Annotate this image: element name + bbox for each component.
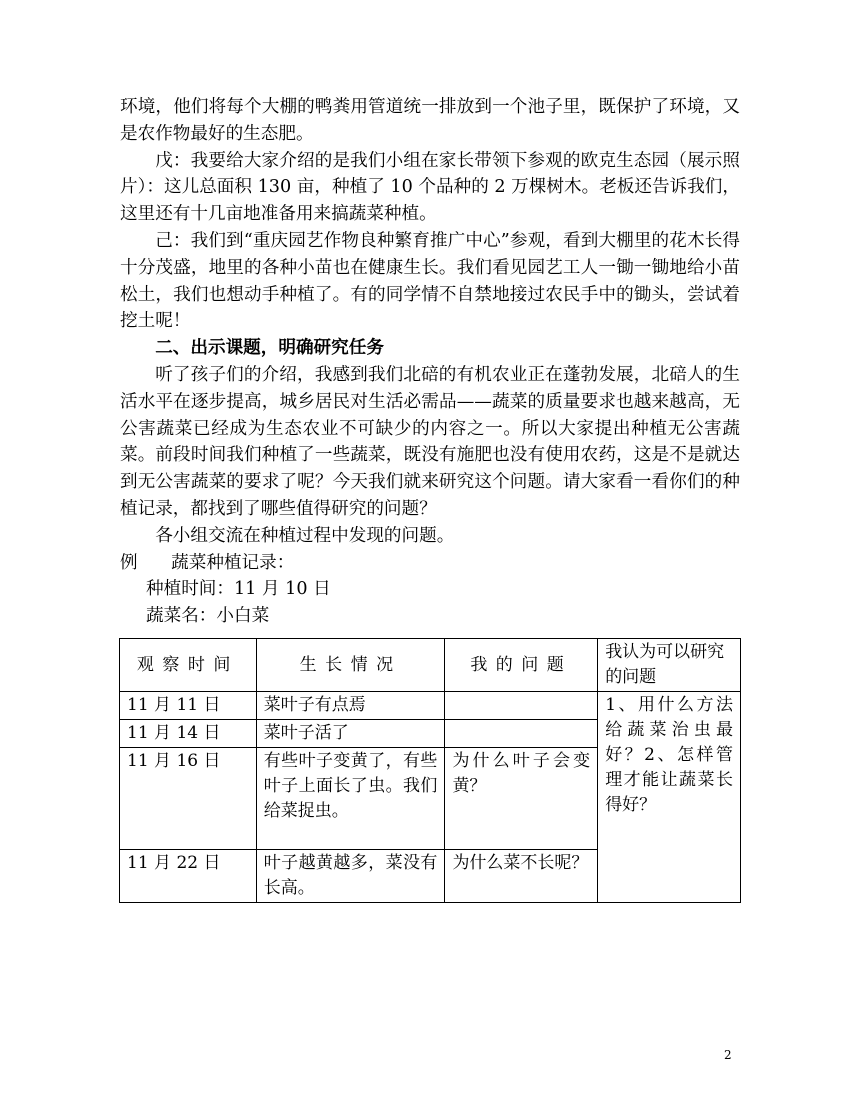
paragraph-intro: 听了孩子们的介绍，我感到我们北碚的有机农业正在蓬勃发展，北碚人的生活水平在逐步提高，城乡居民对生活必需品——蔬菜的质量要求也越来越高，无公害蔬菜已经成为生态农业不可缺少的内容之一。所以大家提出种植无公害蔬菜。前段时间我们种植了一些蔬菜，既没有施肥也没有使用农药，这是不是就达到无公害蔬菜的要求了呢？今天我们就来研究这个问题。请大家看一看你们的种植记录，都找到了哪些值得研究的问题？ [120, 364, 740, 519]
table-header-row [120, 639, 741, 692]
paragraph-ji: 己：我们到“重庆园艺作物良种繁育推广中心”参观，看到大棚里的花木长得十分茂盛，地里的各种小苗也在健康生长。我们看见园艺工人一锄一锄地给小苗松土，我们也想动手种植了。有的同学情不自禁地接过农民手中的锄头，尝试着挖土呢！ [120, 230, 740, 332]
cell-growth: 叶子越黄越多，菜没有长高。 [256, 850, 445, 903]
example-label: 例 [120, 552, 138, 573]
cell-date: 11 月 14 日 [120, 720, 257, 748]
page-number: 2 [724, 1048, 732, 1062]
paragraph-groups: 各小组交流在种植过程中发现的问题。 [155, 525, 455, 546]
header-growth: 生长情况 [256, 639, 445, 692]
cell-growth: 菜叶子活了 [256, 720, 445, 748]
vegetable-name: 蔬菜名：小白菜 [146, 606, 270, 627]
table-row [120, 692, 741, 720]
cell-question [445, 720, 598, 748]
cell-question: 为什么叶子会变黄？ [445, 748, 598, 850]
planting-record-table [119, 638, 741, 903]
cell-question [445, 692, 598, 720]
document-body [120, 94, 740, 630]
paragraph-wu: 戊：我要给大家介绍的是我们小组在家长带领下参观的欧克生态园（展示照片）：这儿总面积 130 亩，种植了 10 个品种的 2 万棵树木。老板还告诉我们，这里还有十几亩地准备用来搞蔬菜种植。 [120, 150, 740, 225]
cell-date: 11 月 16 日 [120, 748, 257, 850]
example-line [120, 550, 740, 577]
cell-date: 11 月 22 日 [120, 850, 257, 903]
header-research-question: 我认为可以研究的问题 [598, 639, 741, 692]
cell-date: 11 月 11 日 [120, 692, 257, 720]
record-title: 蔬菜种植记录： [171, 552, 295, 573]
section-heading: 二、出示课题，明确研究任务 [155, 337, 384, 359]
cell-growth: 有些叶子变黄了，有些叶子上面长了虫。我们给菜捉虫。 [256, 748, 445, 850]
cell-question: 为什么菜不长呢？ [445, 850, 598, 903]
planting-time: 种植时间：11 月 10 日 [146, 579, 331, 600]
header-my-question: 我的问题 [445, 639, 598, 692]
cell-growth: 菜叶子有点焉 [256, 692, 445, 720]
cell-research-questions: 1、用什么方法给蔬菜治虫最好？2、怎样管理才能让蔬菜长得好？ [598, 692, 741, 903]
paragraph-environment: 环境，他们将每个大棚的鸭粪用管道统一排放到一个池子里，既保护了环境，又是农作物最好的生态肥。 [120, 97, 740, 144]
header-observation-time: 观察时间 [120, 639, 257, 692]
